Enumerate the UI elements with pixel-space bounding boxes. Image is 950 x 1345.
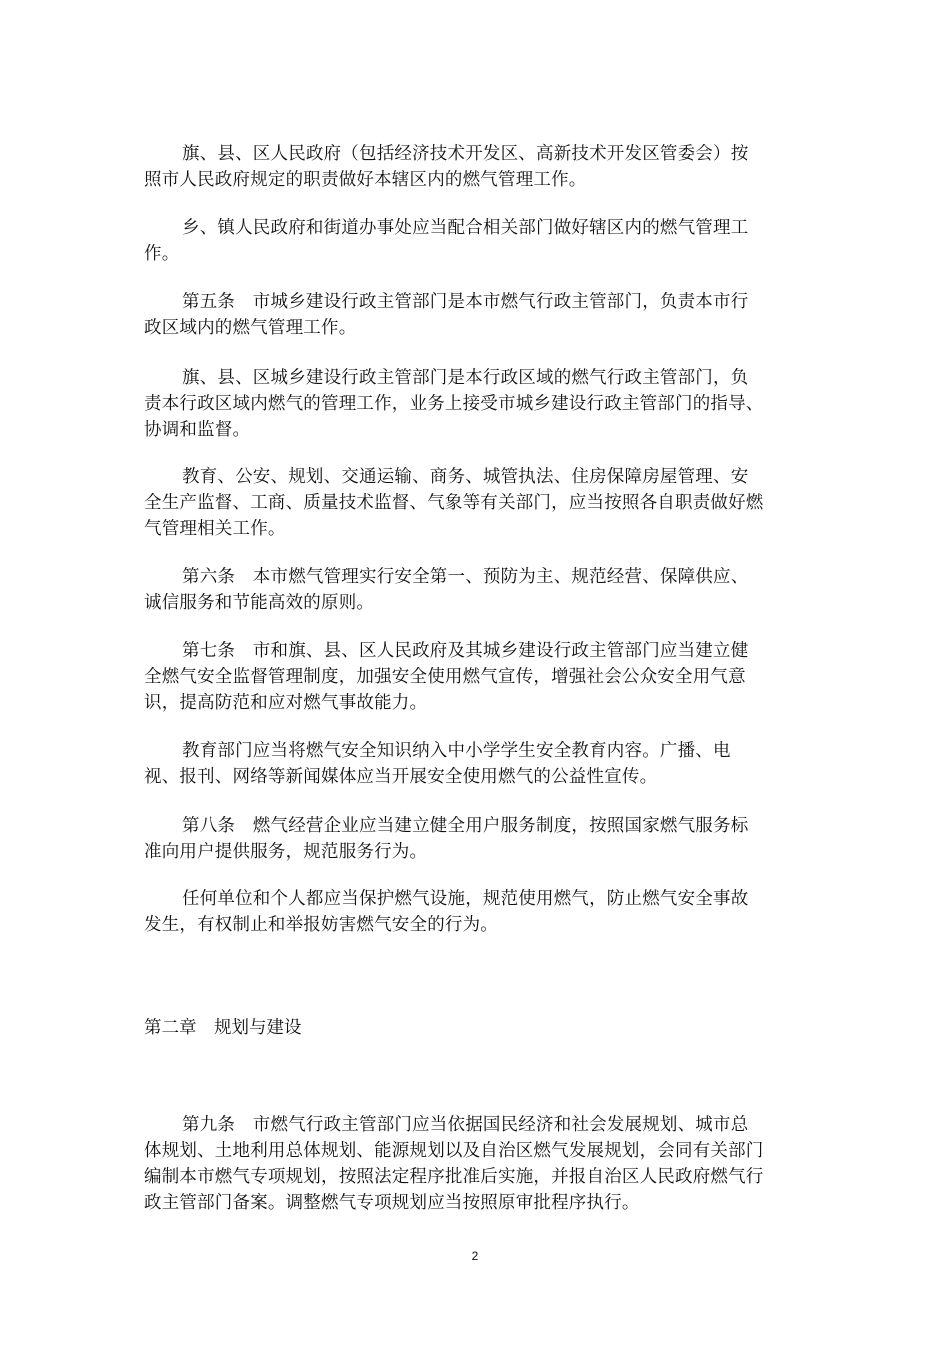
paragraph-district-departments: 旗、县、区城乡建设行政主管部门是本行政区域的燃气行政主管部门，负责本行政区域内燃气的管理工作，业务上接受市城乡建设行政主管部门的指导、协调和监督。 [144,368,764,440]
paragraph-article-6: 第六条 本市燃气管理实行安全第一、预防为主、规范经营、保障供应、诚信服务和节能高效的原则。 [144,567,749,613]
paragraph-public-duty: 任何单位和个人都应当保护燃气设施，规范使用燃气，防止燃气安全事故发生，有权制止和举报妨害燃气安全的行为。 [144,889,749,935]
paragraph-township-cooperation: 乡、镇人民政府和街道办事处应当配合相关部门做好辖区内的燃气管理工作。 [144,218,749,264]
paragraph-related-departments: 教育、公安、规划、交通运输、商务、城管执法、住房保障房屋管理、安全生产监督、工商、质量技术监督、气象等有关部门，应当按照各自职责做好燃气管理相关工作。 [144,467,764,539]
paragraph-article-7: 第七条 市和旗、县、区人民政府及其城乡建设行政主管部门应当建立健全燃气安全监督管理制度，加强安全使用燃气宣传，增强社会公众安全用气意识，提高防范和应对燃气事故能力。 [144,641,749,713]
paragraph-article-5: 第五条 市城乡建设行政主管部门是本市燃气行政主管部门，负责本市行政区域内的燃气管理工作。 [144,292,749,338]
chapter-heading: 第二章 规划与建设 [144,1018,302,1038]
paragraph-local-government-duties: 旗、县、区人民政府（包括经济技术开发区、高新技术开发区管委会）按照市人民政府规定的职责做好本辖区内的燃气管理工作。 [144,144,749,190]
paragraph-article-8: 第八条 燃气经营企业应当建立健全用户服务制度，按照国家燃气服务标准向用户提供服务，规范服务行为。 [144,816,749,862]
paragraph-article-9: 第九条 市燃气行政主管部门应当依据国民经济和社会发展规划、城市总体规划、土地利用总体规划、能源规划以及自治区燃气发展规划，会同有关部门编制本市燃气专项规划，按照法定程序批准后实施，并报自治区人民政府燃气行政主管部门备案。调整燃气专项规划应当按照原审批程序执行。 [144,1115,764,1213]
page-number: 2 [471,1249,479,1263]
paragraph-education-media: 教育部门应当将燃气安全知识纳入中小学学生安全教育内容。广播、电视、报刊、网络等新闻媒体应当开展安全使用燃气的公益性宣传。 [144,741,731,787]
